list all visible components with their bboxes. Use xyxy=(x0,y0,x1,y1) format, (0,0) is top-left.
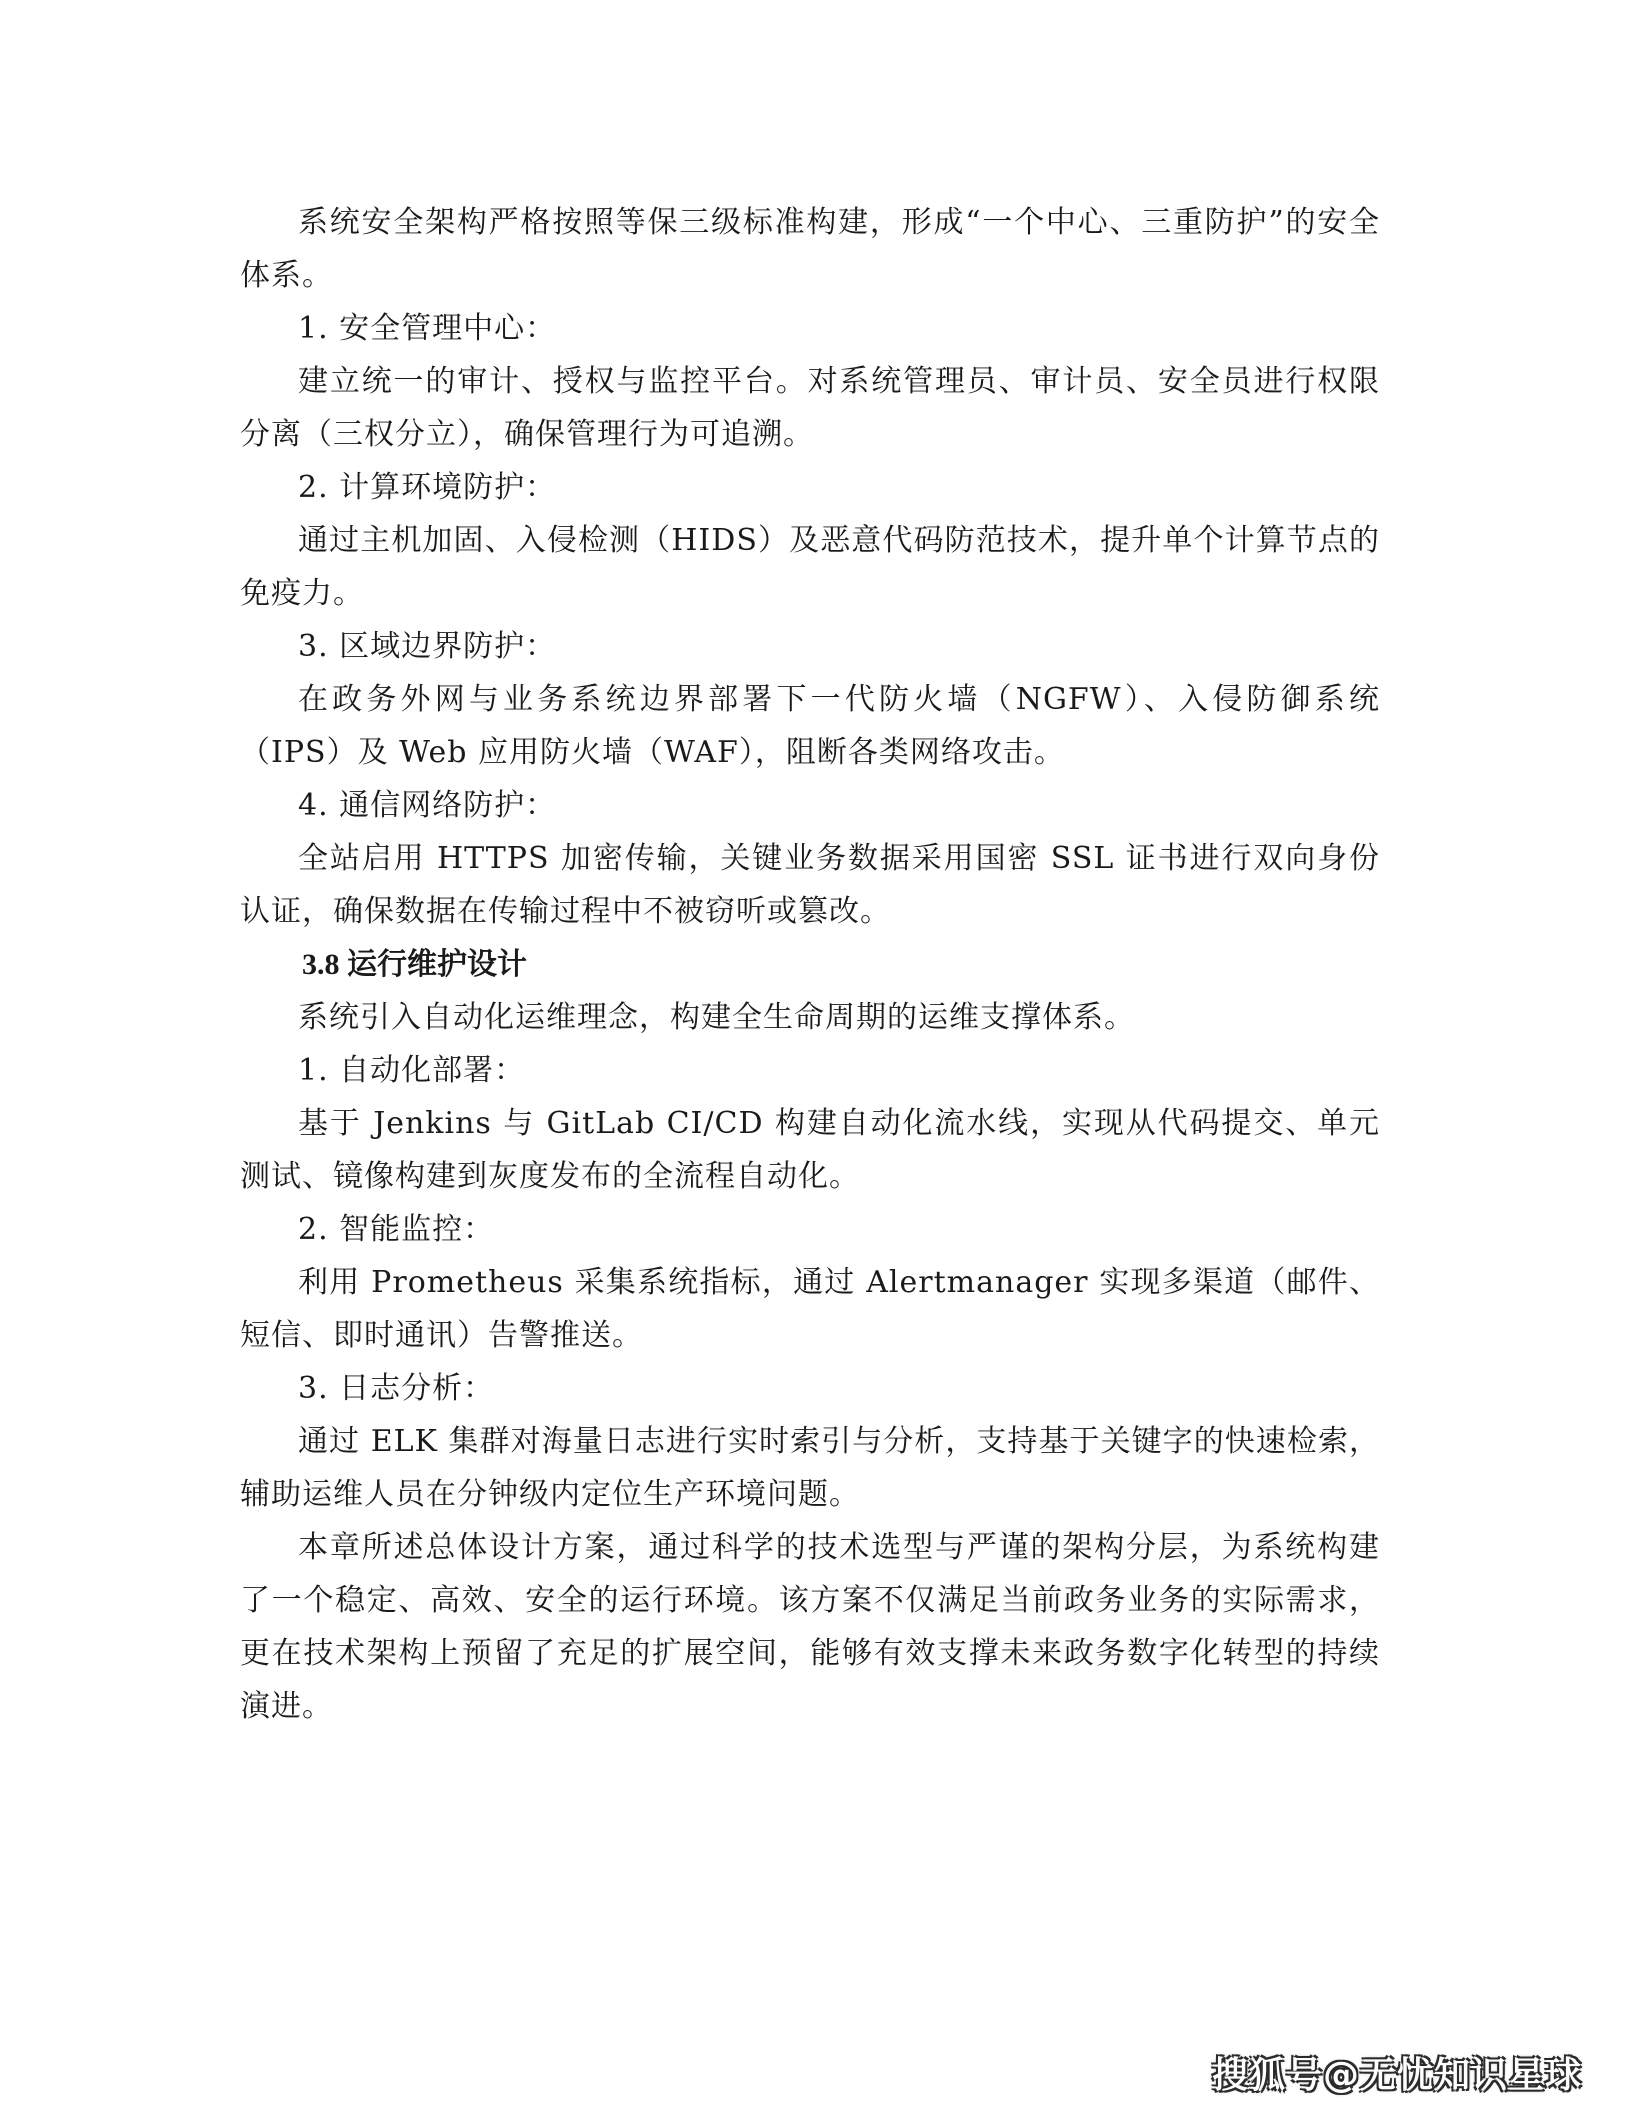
paragraph-automated-deployment: 基于 Jenkins 与 GitLab CI/CD 构建自动化流水线，实现从代码提交、单元测试、镜像构建到灰度发布的全流程自动化。 xyxy=(240,1106,1380,1194)
document-body xyxy=(240,196,1380,1733)
section-heading-3-8: 3.8 运行维护设计 xyxy=(302,948,527,981)
paragraph-computing-environment: 通过主机加固、入侵检测（HIDS）及恶意代码防范技术，提升单个计算节点的免疫力。 xyxy=(240,523,1380,611)
list-item-smart-monitoring: 2. 智能监控： xyxy=(298,1212,495,1247)
list-item-automated-deployment: 1. 自动化部署： xyxy=(298,1053,526,1088)
paragraph-log-analysis: 通过 ELK 集群对海量日志进行实时索引与分析，支持基于关键字的快速检索，辅助运维人员在分钟级内定位生产环境问题。 xyxy=(240,1424,1380,1512)
list-item-security-management-center: 1. 安全管理中心： xyxy=(298,311,557,346)
paragraph-intro-security: 系统安全架构严格按照等保三级标准构建，形成“一个中心、三重防护”的安全体系。 xyxy=(240,205,1380,293)
paragraph-smart-monitoring: 利用 Prometheus 采集系统指标，通过 Alertmanager 实现多渠道（邮件、短信、即时通讯）告警推送。 xyxy=(240,1265,1380,1353)
paragraph-boundary-protection: 在政务外网与业务系统边界部署下一代防火墙（NGFW）、入侵防御系统（IPS）及 Web 应用防火墙（WAF），阻断各类网络攻击。 xyxy=(240,682,1380,770)
list-item-boundary-protection: 3. 区域边界防护： xyxy=(298,629,557,664)
list-item-network-protection: 4. 通信网络防护： xyxy=(298,788,557,823)
paragraph-ops-intro: 系统引入自动化运维理念，构建全生命周期的运维支撑体系。 xyxy=(298,1000,1135,1035)
paragraph-chapter-summary: 本章所述总体设计方案，通过科学的技术选型与严谨的架构分层，为系统构建了一个稳定、高效、安全的运行环境。该方案不仅满足当前政务业务的实际需求，更在技术架构上预留了充足的扩展空间，能够有效支撑未来政务数字化转型的持续演进。 xyxy=(240,1530,1380,1724)
list-item-computing-environment: 2. 计算环境防护： xyxy=(298,470,557,505)
list-item-log-analysis: 3. 日志分析： xyxy=(298,1371,495,1406)
watermark-text: 搜狐号@无忧知识星球 xyxy=(1211,2055,1582,2096)
paragraph-security-management-center: 建立统一的审计、授权与监控平台。对系统管理员、审计员、安全员进行权限分离（三权分立），确保管理行为可追溯。 xyxy=(240,364,1380,452)
paragraph-network-protection: 全站启用 HTTPS 加密传输，关键业务数据采用国密 SSL 证书进行双向身份认证，确保数据在传输过程中不被窃听或篡改。 xyxy=(240,841,1380,929)
